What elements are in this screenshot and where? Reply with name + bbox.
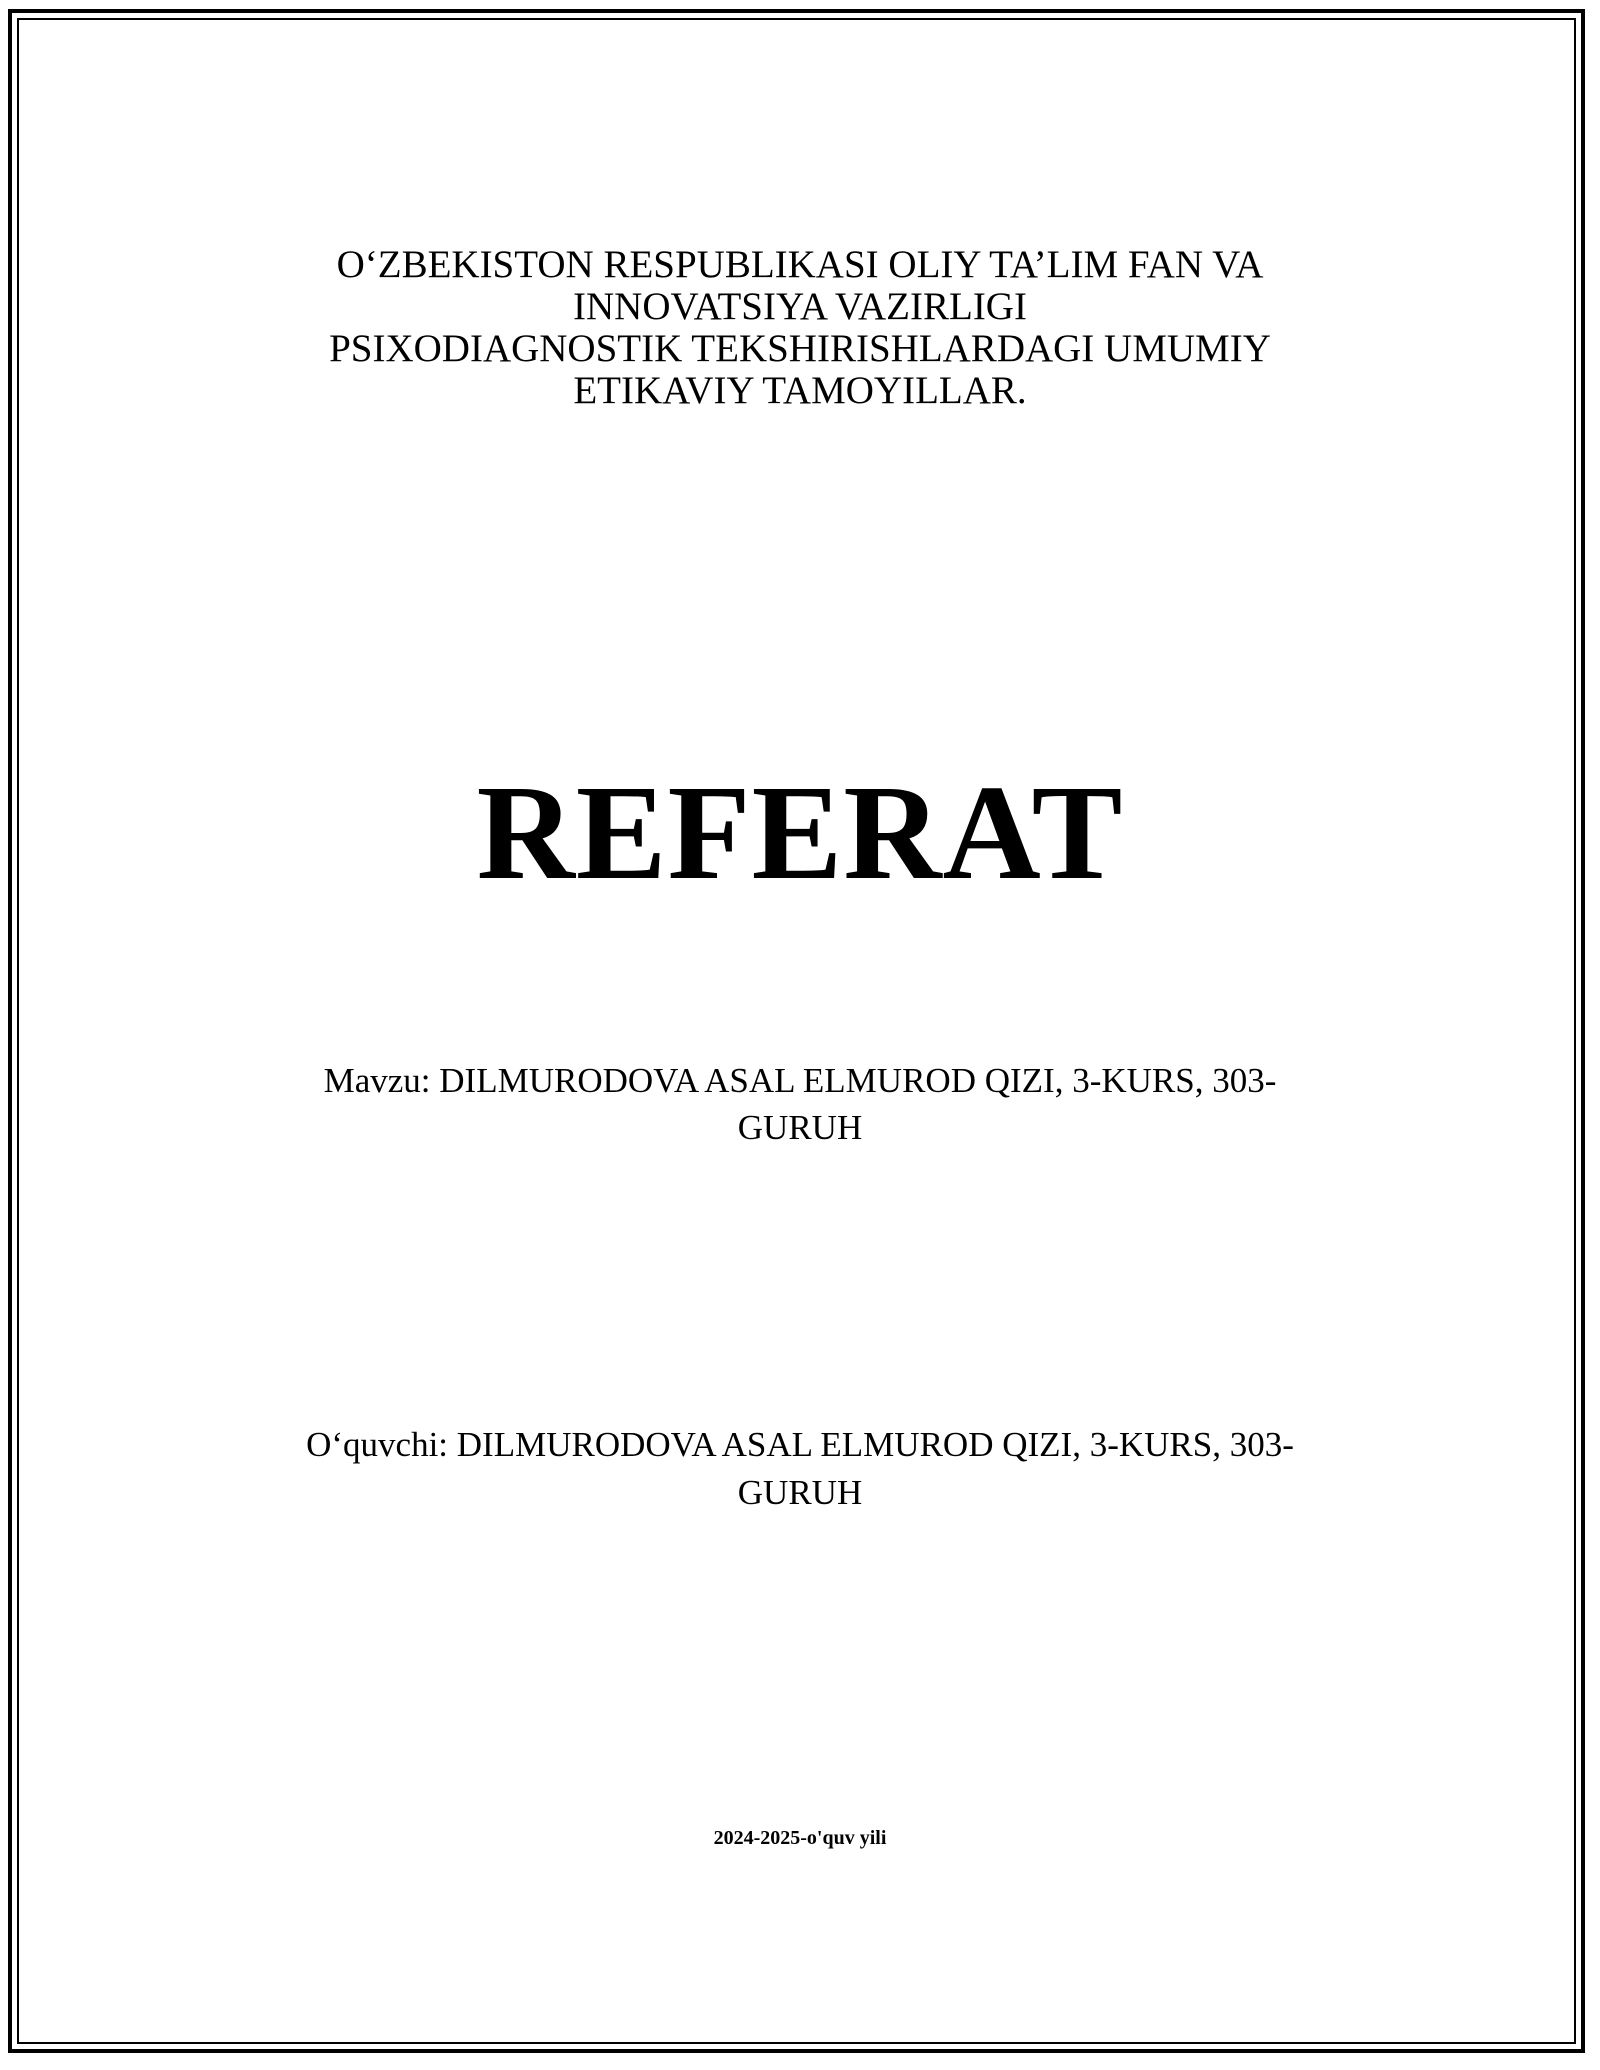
header-line-1: O‘ZBEKISTON RESPUBLIKASI OLIY TA’LIM FAN VA [336, 243, 1264, 286]
topic-line-2: GURUH [737, 1108, 863, 1147]
header-line-2: INNOVATSIYA VAZIRLIGI [573, 285, 1027, 328]
document-title: REFERAT [476, 758, 1124, 908]
student-line-1: O‘quvchi: DILMURODOVA ASAL ELMUROD QIZI, 3-KURS, 303- [306, 1425, 1294, 1464]
header-line-3: PSIXODIAGNOSTIK TEKSHIRISHLARDAGI UMUMIY [329, 327, 1271, 370]
academic-year: 2024-2025-o'quv yili [713, 1827, 887, 1849]
topic-line-1: Mavzu: DILMURODOVA ASAL ELMUROD QIZI, 3-KURS, 303- [323, 1061, 1277, 1100]
header-line-4: ETIKAVIY TAMOYILLAR. [573, 369, 1027, 412]
ministry-header [0, 244, 1600, 412]
topic-block [0, 1057, 1600, 1151]
student-block [0, 1421, 1600, 1517]
student-line-2: GURUH [737, 1473, 863, 1512]
